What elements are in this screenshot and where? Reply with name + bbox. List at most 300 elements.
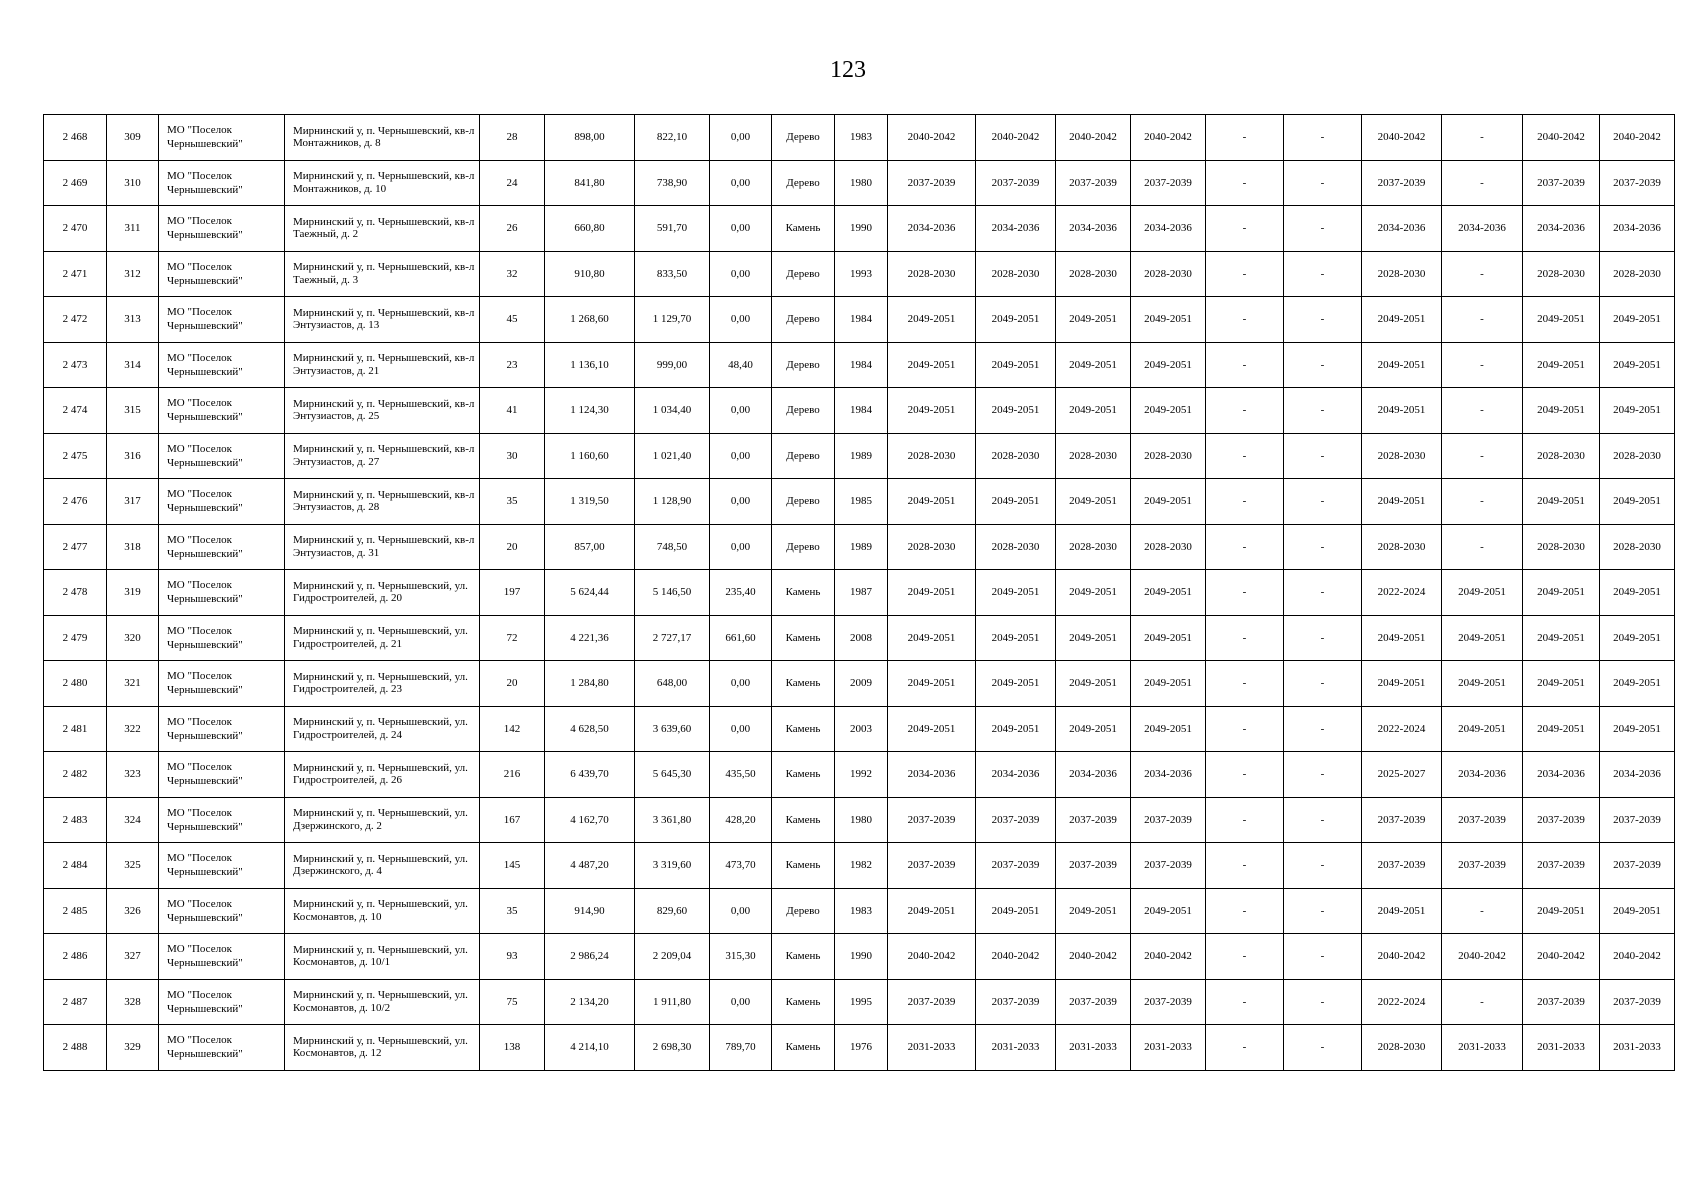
cell-period-5: - xyxy=(1206,797,1284,843)
cell-total-area: 4 221,36 xyxy=(545,615,635,661)
cell-total-area: 914,90 xyxy=(545,888,635,934)
cell-period-7: 2037-2039 xyxy=(1362,160,1442,206)
cell-period-9: 2049-2051 xyxy=(1523,570,1600,616)
cell-residents: 20 xyxy=(480,524,545,570)
cell-total-area: 660,80 xyxy=(545,206,635,252)
cell-address: Мирнинский у, п. Чернышевский, ул. Космонавтов, д. 10/1 xyxy=(285,934,480,980)
cell-period-1: 2028-2030 xyxy=(888,524,976,570)
cell-period-6: - xyxy=(1284,661,1362,707)
cell-address: Мирнинский у, п. Чернышевский, ул. Дзержинского, д. 4 xyxy=(285,843,480,889)
cell-non-residential-area: 0,00 xyxy=(710,888,772,934)
cell-municipality: МО "Поселок Чернышевский" xyxy=(159,388,285,434)
cell-period-9: 2049-2051 xyxy=(1523,706,1600,752)
cell-no: 2 481 xyxy=(44,706,107,752)
cell-period-10: 2028-2030 xyxy=(1600,524,1675,570)
cell-local-no: 328 xyxy=(107,979,159,1025)
cell-wall-material: Дерево xyxy=(772,342,835,388)
cell-year-built: 1983 xyxy=(835,888,888,934)
cell-residential-area: 5 146,50 xyxy=(635,570,710,616)
cell-total-area: 4 628,50 xyxy=(545,706,635,752)
cell-wall-material: Камень xyxy=(772,843,835,889)
cell-period-3: 2049-2051 xyxy=(1056,888,1131,934)
cell-period-5: - xyxy=(1206,206,1284,252)
cell-no: 2 488 xyxy=(44,1025,107,1071)
cell-period-10: 2028-2030 xyxy=(1600,433,1675,479)
cell-period-4: 2049-2051 xyxy=(1131,570,1206,616)
cell-period-7: 2037-2039 xyxy=(1362,797,1442,843)
cell-period-4: 2049-2051 xyxy=(1131,615,1206,661)
cell-period-8: 2040-2042 xyxy=(1442,934,1523,980)
cell-period-4: 2040-2042 xyxy=(1131,934,1206,980)
cell-period-6: - xyxy=(1284,888,1362,934)
cell-period-6: - xyxy=(1284,1025,1362,1071)
cell-period-9: 2049-2051 xyxy=(1523,888,1600,934)
cell-period-6: - xyxy=(1284,524,1362,570)
cell-address: Мирнинский у, п. Чернышевский, ул. Гидростроителей, д. 20 xyxy=(285,570,480,616)
cell-non-residential-area: 0,00 xyxy=(710,251,772,297)
cell-period-5: - xyxy=(1206,706,1284,752)
cell-total-area: 2 134,20 xyxy=(545,979,635,1025)
cell-period-7: 2040-2042 xyxy=(1362,934,1442,980)
cell-address: Мирнинский у, п. Чернышевский, кв-л Монтажников, д. 8 xyxy=(285,115,480,161)
cell-residents: 197 xyxy=(480,570,545,616)
cell-no: 2 484 xyxy=(44,843,107,889)
cell-local-no: 314 xyxy=(107,342,159,388)
cell-period-1: 2049-2051 xyxy=(888,479,976,525)
cell-period-2: 2040-2042 xyxy=(976,934,1056,980)
cell-address: Мирнинский у, п. Чернышевский, ул. Гидростроителей, д. 21 xyxy=(285,615,480,661)
cell-period-3: 2028-2030 xyxy=(1056,251,1131,297)
table-row xyxy=(44,1025,1675,1071)
cell-period-4: 2049-2051 xyxy=(1131,706,1206,752)
cell-period-1: 2028-2030 xyxy=(888,433,976,479)
cell-total-area: 2 986,24 xyxy=(545,934,635,980)
cell-period-1: 2049-2051 xyxy=(888,888,976,934)
cell-period-7: 2028-2030 xyxy=(1362,524,1442,570)
cell-period-5: - xyxy=(1206,843,1284,889)
cell-wall-material: Дерево xyxy=(772,479,835,525)
cell-municipality: МО "Поселок Чернышевский" xyxy=(159,297,285,343)
cell-period-3: 2049-2051 xyxy=(1056,297,1131,343)
cell-period-8: 2034-2036 xyxy=(1442,206,1523,252)
cell-period-6: - xyxy=(1284,706,1362,752)
cell-no: 2 468 xyxy=(44,115,107,161)
cell-residential-area: 748,50 xyxy=(635,524,710,570)
cell-period-10: 2049-2051 xyxy=(1600,888,1675,934)
cell-non-residential-area: 0,00 xyxy=(710,661,772,707)
table-row xyxy=(44,524,1675,570)
table-row xyxy=(44,115,1675,161)
cell-residents: 32 xyxy=(480,251,545,297)
cell-total-area: 898,00 xyxy=(545,115,635,161)
cell-period-8: 2037-2039 xyxy=(1442,797,1523,843)
cell-period-7: 2022-2024 xyxy=(1362,979,1442,1025)
cell-total-area: 4 214,10 xyxy=(545,1025,635,1071)
cell-year-built: 1984 xyxy=(835,297,888,343)
cell-period-7: 2049-2051 xyxy=(1362,888,1442,934)
cell-period-3: 2049-2051 xyxy=(1056,706,1131,752)
cell-period-10: 2049-2051 xyxy=(1600,615,1675,661)
cell-period-3: 2031-2033 xyxy=(1056,1025,1131,1071)
cell-period-3: 2049-2051 xyxy=(1056,479,1131,525)
cell-residential-area: 1 034,40 xyxy=(635,388,710,434)
cell-residents: 23 xyxy=(480,342,545,388)
cell-municipality: МО "Поселок Чернышевский" xyxy=(159,934,285,980)
cell-no: 2 473 xyxy=(44,342,107,388)
table-row xyxy=(44,206,1675,252)
cell-period-2: 2037-2039 xyxy=(976,797,1056,843)
cell-period-3: 2040-2042 xyxy=(1056,115,1131,161)
cell-non-residential-area: 473,70 xyxy=(710,843,772,889)
cell-non-residential-area: 0,00 xyxy=(710,706,772,752)
cell-local-no: 321 xyxy=(107,661,159,707)
cell-no: 2 480 xyxy=(44,661,107,707)
cell-period-2: 2049-2051 xyxy=(976,479,1056,525)
cell-period-6: - xyxy=(1284,115,1362,161)
cell-period-1: 2049-2051 xyxy=(888,388,976,434)
cell-period-4: 2037-2039 xyxy=(1131,797,1206,843)
cell-no: 2 471 xyxy=(44,251,107,297)
cell-period-3: 2034-2036 xyxy=(1056,206,1131,252)
cell-period-8: - xyxy=(1442,251,1523,297)
page-number: 123 xyxy=(830,57,866,83)
cell-period-8: - xyxy=(1442,388,1523,434)
cell-period-2: 2037-2039 xyxy=(976,979,1056,1025)
cell-local-no: 319 xyxy=(107,570,159,616)
cell-period-4: 2049-2051 xyxy=(1131,479,1206,525)
cell-period-7: 2028-2030 xyxy=(1362,251,1442,297)
cell-year-built: 1992 xyxy=(835,752,888,798)
cell-total-area: 1 268,60 xyxy=(545,297,635,343)
cell-period-9: 2034-2036 xyxy=(1523,206,1600,252)
cell-period-3: 2028-2030 xyxy=(1056,433,1131,479)
cell-period-10: 2049-2051 xyxy=(1600,479,1675,525)
cell-no: 2 472 xyxy=(44,297,107,343)
cell-period-5: - xyxy=(1206,934,1284,980)
cell-period-2: 2049-2051 xyxy=(976,615,1056,661)
cell-total-area: 1 124,30 xyxy=(545,388,635,434)
cell-period-1: 2049-2051 xyxy=(888,706,976,752)
cell-period-4: 2049-2051 xyxy=(1131,888,1206,934)
cell-period-2: 2049-2051 xyxy=(976,342,1056,388)
cell-period-5: - xyxy=(1206,251,1284,297)
table-row xyxy=(44,843,1675,889)
cell-period-4: 2040-2042 xyxy=(1131,115,1206,161)
cell-period-5: - xyxy=(1206,570,1284,616)
cell-period-3: 2049-2051 xyxy=(1056,342,1131,388)
cell-period-3: 2034-2036 xyxy=(1056,752,1131,798)
cell-residential-area: 3 319,60 xyxy=(635,843,710,889)
cell-total-area: 4 487,20 xyxy=(545,843,635,889)
cell-period-7: 2049-2051 xyxy=(1362,342,1442,388)
cell-period-1: 2040-2042 xyxy=(888,934,976,980)
cell-period-1: 2037-2039 xyxy=(888,979,976,1025)
cell-residential-area: 833,50 xyxy=(635,251,710,297)
cell-period-1: 2049-2051 xyxy=(888,297,976,343)
cell-address: Мирнинский у, п. Чернышевский, кв-л Энтузиастов, д. 28 xyxy=(285,479,480,525)
cell-period-5: - xyxy=(1206,615,1284,661)
cell-period-5: - xyxy=(1206,661,1284,707)
cell-year-built: 1976 xyxy=(835,1025,888,1071)
cell-period-4: 2049-2051 xyxy=(1131,661,1206,707)
cell-period-7: 2049-2051 xyxy=(1362,297,1442,343)
cell-non-residential-area: 0,00 xyxy=(710,979,772,1025)
cell-period-7: 2022-2024 xyxy=(1362,570,1442,616)
cell-no: 2 469 xyxy=(44,160,107,206)
cell-total-area: 857,00 xyxy=(545,524,635,570)
cell-local-no: 318 xyxy=(107,524,159,570)
cell-address: Мирнинский у, п. Чернышевский, кв-л Монтажников, д. 10 xyxy=(285,160,480,206)
cell-residential-area: 5 645,30 xyxy=(635,752,710,798)
cell-period-8: 2049-2051 xyxy=(1442,706,1523,752)
cell-no: 2 487 xyxy=(44,979,107,1025)
cell-period-2: 2028-2030 xyxy=(976,433,1056,479)
cell-period-4: 2028-2030 xyxy=(1131,251,1206,297)
cell-municipality: МО "Поселок Чернышевский" xyxy=(159,843,285,889)
cell-period-3: 2028-2030 xyxy=(1056,524,1131,570)
cell-period-1: 2040-2042 xyxy=(888,115,976,161)
cell-non-residential-area: 0,00 xyxy=(710,388,772,434)
cell-period-2: 2028-2030 xyxy=(976,251,1056,297)
cell-period-5: - xyxy=(1206,524,1284,570)
cell-period-8: 2034-2036 xyxy=(1442,752,1523,798)
cell-period-5: - xyxy=(1206,979,1284,1025)
cell-period-8: - xyxy=(1442,160,1523,206)
cell-residents: 20 xyxy=(480,661,545,707)
cell-period-3: 2037-2039 xyxy=(1056,979,1131,1025)
cell-period-10: 2049-2051 xyxy=(1600,570,1675,616)
cell-period-1: 2037-2039 xyxy=(888,843,976,889)
cell-period-7: 2049-2051 xyxy=(1362,615,1442,661)
cell-address: Мирнинский у, п. Чернышевский, ул. Гидростроителей, д. 23 xyxy=(285,661,480,707)
cell-period-2: 2034-2036 xyxy=(976,206,1056,252)
cell-period-5: - xyxy=(1206,388,1284,434)
cell-period-8: - xyxy=(1442,297,1523,343)
cell-period-8: 2037-2039 xyxy=(1442,843,1523,889)
cell-period-8: - xyxy=(1442,888,1523,934)
cell-wall-material: Камень xyxy=(772,1025,835,1071)
cell-period-4: 2034-2036 xyxy=(1131,206,1206,252)
cell-period-10: 2049-2051 xyxy=(1600,661,1675,707)
cell-residents: 145 xyxy=(480,843,545,889)
cell-total-area: 1 160,60 xyxy=(545,433,635,479)
cell-period-3: 2049-2051 xyxy=(1056,661,1131,707)
cell-non-residential-area: 0,00 xyxy=(710,206,772,252)
cell-residents: 45 xyxy=(480,297,545,343)
cell-period-2: 2034-2036 xyxy=(976,752,1056,798)
table-row xyxy=(44,479,1675,525)
cell-local-no: 315 xyxy=(107,388,159,434)
cell-period-8: - xyxy=(1442,433,1523,479)
cell-local-no: 309 xyxy=(107,115,159,161)
cell-period-6: - xyxy=(1284,433,1362,479)
cell-period-6: - xyxy=(1284,297,1362,343)
cell-no: 2 470 xyxy=(44,206,107,252)
cell-wall-material: Дерево xyxy=(772,115,835,161)
cell-municipality: МО "Поселок Чернышевский" xyxy=(159,661,285,707)
cell-residents: 75 xyxy=(480,979,545,1025)
cell-municipality: МО "Поселок Чернышевский" xyxy=(159,342,285,388)
cell-wall-material: Камень xyxy=(772,706,835,752)
cell-period-8: 2049-2051 xyxy=(1442,570,1523,616)
cell-address: Мирнинский у, п. Чернышевский, ул. Космонавтов, д. 10 xyxy=(285,888,480,934)
cell-no: 2 485 xyxy=(44,888,107,934)
cell-local-no: 310 xyxy=(107,160,159,206)
cell-period-6: - xyxy=(1284,843,1362,889)
cell-residents: 93 xyxy=(480,934,545,980)
cell-no: 2 478 xyxy=(44,570,107,616)
cell-period-9: 2034-2036 xyxy=(1523,752,1600,798)
cell-address: Мирнинский у, п. Чернышевский, ул. Космонавтов, д. 12 xyxy=(285,1025,480,1071)
cell-total-area: 1 319,50 xyxy=(545,479,635,525)
cell-period-4: 2034-2036 xyxy=(1131,752,1206,798)
cell-period-3: 2049-2051 xyxy=(1056,615,1131,661)
cell-wall-material: Дерево xyxy=(772,888,835,934)
cell-year-built: 1990 xyxy=(835,934,888,980)
cell-non-residential-area: 48,40 xyxy=(710,342,772,388)
cell-no: 2 483 xyxy=(44,797,107,843)
cell-residential-area: 2 727,17 xyxy=(635,615,710,661)
cell-period-6: - xyxy=(1284,797,1362,843)
cell-municipality: МО "Поселок Чернышевский" xyxy=(159,706,285,752)
cell-period-1: 2037-2039 xyxy=(888,160,976,206)
cell-local-no: 322 xyxy=(107,706,159,752)
cell-non-residential-area: 0,00 xyxy=(710,160,772,206)
cell-residential-area: 3 361,80 xyxy=(635,797,710,843)
cell-residents: 24 xyxy=(480,160,545,206)
cell-period-7: 2025-2027 xyxy=(1362,752,1442,798)
cell-period-3: 2037-2039 xyxy=(1056,843,1131,889)
cell-residential-area: 648,00 xyxy=(635,661,710,707)
cell-period-9: 2037-2039 xyxy=(1523,797,1600,843)
cell-period-6: - xyxy=(1284,342,1362,388)
cell-year-built: 1980 xyxy=(835,160,888,206)
cell-period-9: 2049-2051 xyxy=(1523,479,1600,525)
cell-period-9: 2049-2051 xyxy=(1523,615,1600,661)
cell-period-6: - xyxy=(1284,615,1362,661)
cell-period-9: 2049-2051 xyxy=(1523,661,1600,707)
cell-period-7: 2040-2042 xyxy=(1362,115,1442,161)
cell-period-6: - xyxy=(1284,251,1362,297)
cell-local-no: 313 xyxy=(107,297,159,343)
cell-period-9: 2049-2051 xyxy=(1523,297,1600,343)
cell-residents: 35 xyxy=(480,479,545,525)
cell-municipality: МО "Поселок Чернышевский" xyxy=(159,1025,285,1071)
cell-period-8: - xyxy=(1442,479,1523,525)
cell-period-5: - xyxy=(1206,160,1284,206)
cell-period-6: - xyxy=(1284,752,1362,798)
cell-period-7: 2034-2036 xyxy=(1362,206,1442,252)
cell-period-4: 2028-2030 xyxy=(1131,433,1206,479)
cell-non-residential-area: 0,00 xyxy=(710,297,772,343)
cell-year-built: 2009 xyxy=(835,661,888,707)
cell-address: Мирнинский у, п. Чернышевский, кв-л Энтузиастов, д. 27 xyxy=(285,433,480,479)
cell-total-area: 1 136,10 xyxy=(545,342,635,388)
cell-period-8: - xyxy=(1442,115,1523,161)
cell-period-4: 2049-2051 xyxy=(1131,297,1206,343)
cell-no: 2 486 xyxy=(44,934,107,980)
cell-period-10: 2037-2039 xyxy=(1600,843,1675,889)
cell-period-10: 2049-2051 xyxy=(1600,297,1675,343)
cell-residents: 72 xyxy=(480,615,545,661)
cell-period-9: 2049-2051 xyxy=(1523,342,1600,388)
cell-period-5: - xyxy=(1206,342,1284,388)
table-row xyxy=(44,934,1675,980)
cell-no: 2 477 xyxy=(44,524,107,570)
cell-period-2: 2049-2051 xyxy=(976,388,1056,434)
cell-no: 2 479 xyxy=(44,615,107,661)
cell-period-2: 2049-2051 xyxy=(976,661,1056,707)
cell-period-8: 2049-2051 xyxy=(1442,661,1523,707)
cell-period-5: - xyxy=(1206,433,1284,479)
cell-period-1: 2037-2039 xyxy=(888,797,976,843)
cell-period-2: 2031-2033 xyxy=(976,1025,1056,1071)
cell-period-4: 2028-2030 xyxy=(1131,524,1206,570)
cell-period-10: 2031-2033 xyxy=(1600,1025,1675,1071)
cell-year-built: 1993 xyxy=(835,251,888,297)
cell-period-1: 2049-2051 xyxy=(888,615,976,661)
cell-year-built: 1989 xyxy=(835,433,888,479)
cell-wall-material: Камень xyxy=(772,661,835,707)
cell-local-no: 326 xyxy=(107,888,159,934)
cell-residential-area: 591,70 xyxy=(635,206,710,252)
cell-period-9: 2028-2030 xyxy=(1523,251,1600,297)
cell-wall-material: Дерево xyxy=(772,160,835,206)
cell-local-no: 327 xyxy=(107,934,159,980)
cell-address: Мирнинский у, п. Чернышевский, ул. Гидростроителей, д. 26 xyxy=(285,752,480,798)
table-row xyxy=(44,160,1675,206)
cell-period-8: - xyxy=(1442,524,1523,570)
cell-residential-area: 1 911,80 xyxy=(635,979,710,1025)
cell-wall-material: Камень xyxy=(772,979,835,1025)
table-row xyxy=(44,570,1675,616)
table-row xyxy=(44,251,1675,297)
cell-municipality: МО "Поселок Чернышевский" xyxy=(159,206,285,252)
cell-period-5: - xyxy=(1206,888,1284,934)
cell-municipality: МО "Поселок Чернышевский" xyxy=(159,524,285,570)
cell-non-residential-area: 315,30 xyxy=(710,934,772,980)
cell-wall-material: Дерево xyxy=(772,388,835,434)
table-row xyxy=(44,979,1675,1025)
cell-residents: 142 xyxy=(480,706,545,752)
table-row xyxy=(44,752,1675,798)
cell-residential-area: 2 209,04 xyxy=(635,934,710,980)
cell-period-6: - xyxy=(1284,206,1362,252)
cell-year-built: 1983 xyxy=(835,115,888,161)
cell-year-built: 1984 xyxy=(835,342,888,388)
table-row xyxy=(44,797,1675,843)
cell-period-6: - xyxy=(1284,479,1362,525)
cell-period-10: 2028-2030 xyxy=(1600,251,1675,297)
cell-municipality: МО "Поселок Чернышевский" xyxy=(159,888,285,934)
cell-total-area: 4 162,70 xyxy=(545,797,635,843)
cell-period-9: 2028-2030 xyxy=(1523,524,1600,570)
cell-residential-area: 1 129,70 xyxy=(635,297,710,343)
cell-period-1: 2028-2030 xyxy=(888,251,976,297)
cell-period-7: 2028-2030 xyxy=(1362,433,1442,479)
cell-period-6: - xyxy=(1284,388,1362,434)
cell-address: Мирнинский у, п. Чернышевский, кв-л Таежный, д. 2 xyxy=(285,206,480,252)
cell-period-6: - xyxy=(1284,570,1362,616)
cell-period-7: 2022-2024 xyxy=(1362,706,1442,752)
cell-wall-material: Камень xyxy=(772,752,835,798)
cell-year-built: 1995 xyxy=(835,979,888,1025)
cell-non-residential-area: 0,00 xyxy=(710,115,772,161)
cell-local-no: 324 xyxy=(107,797,159,843)
cell-residents: 216 xyxy=(480,752,545,798)
cell-address: Мирнинский у, п. Чернышевский, ул. Дзержинского, д. 2 xyxy=(285,797,480,843)
cell-residential-area: 822,10 xyxy=(635,115,710,161)
